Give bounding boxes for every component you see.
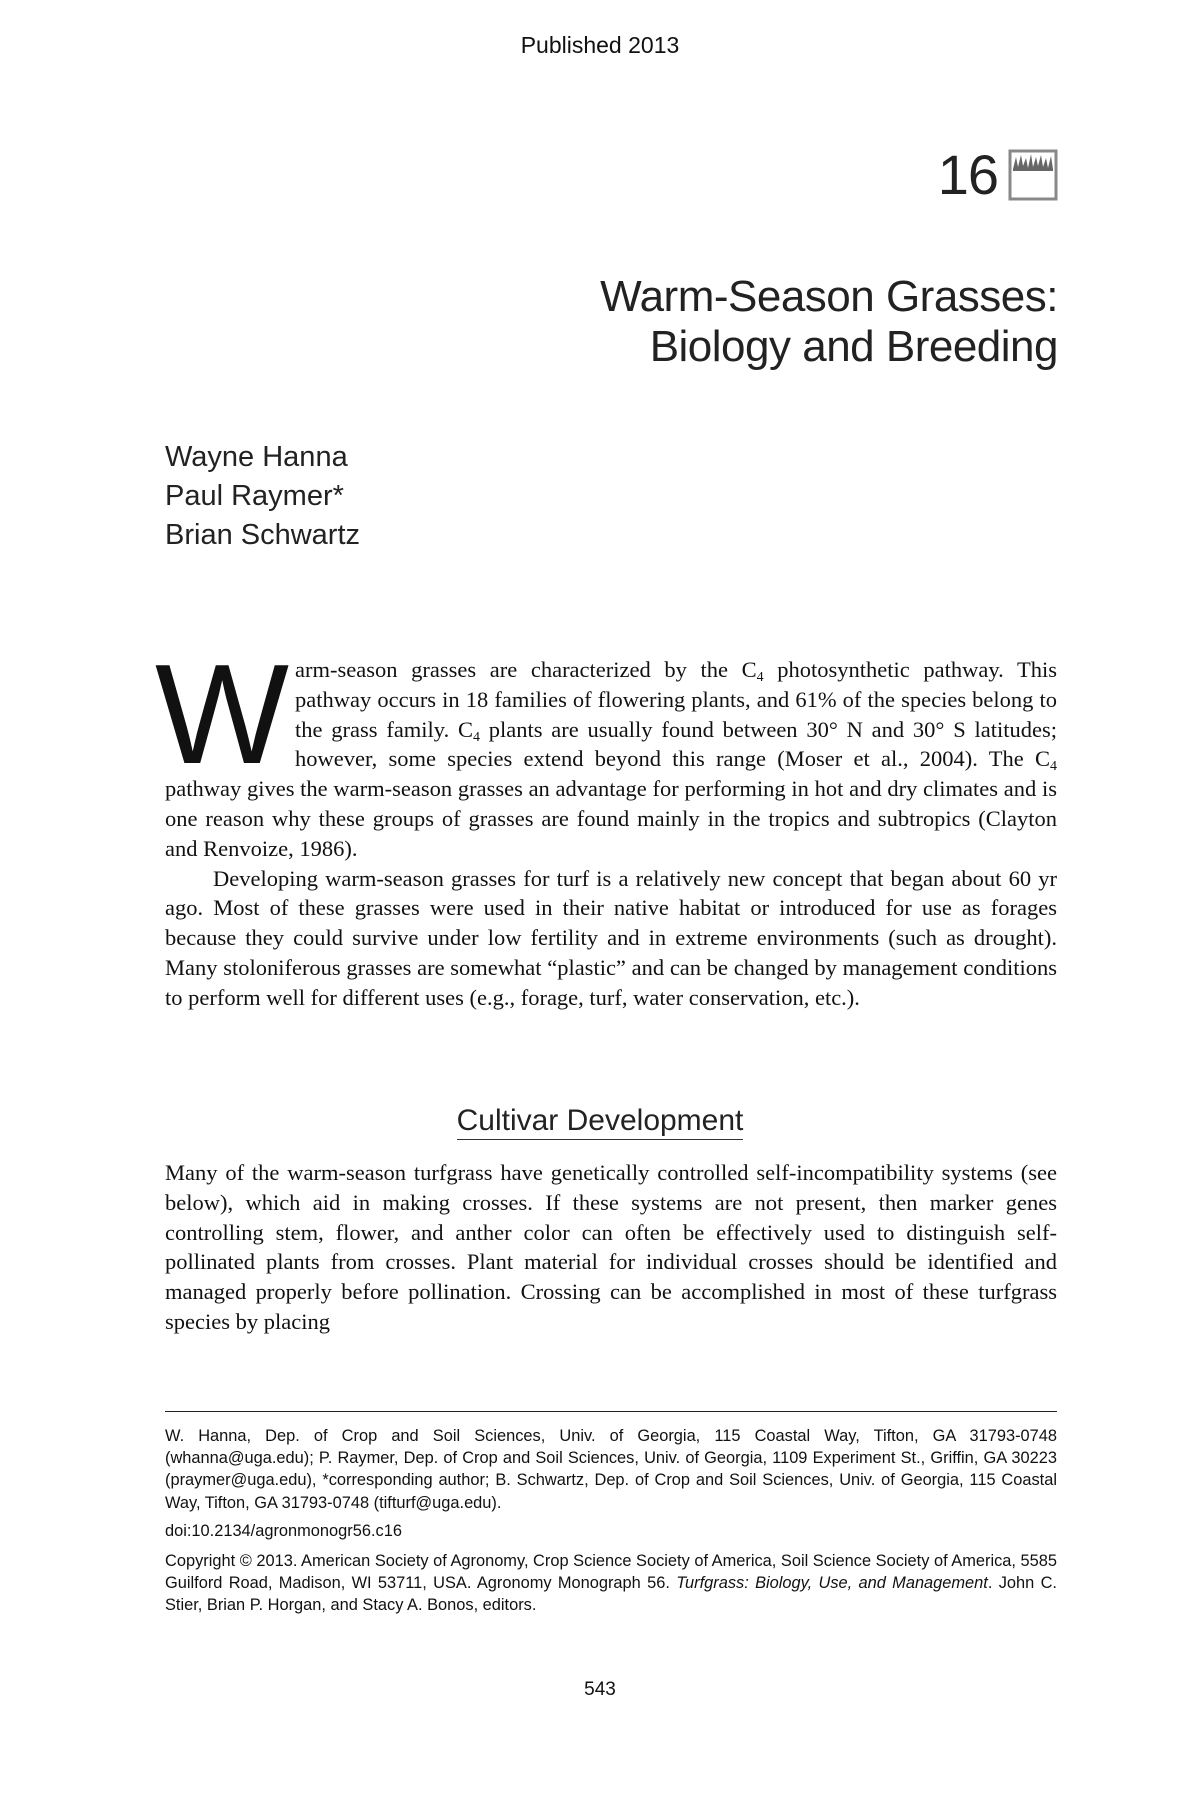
- section-heading: [0, 1104, 1200, 1138]
- chapter-number: 16: [937, 143, 998, 206]
- chapter-marker: [938, 142, 1058, 207]
- title-line-2: Biology and Breeding: [649, 322, 1058, 371]
- chapter-title: [600, 272, 1058, 372]
- section-paragraph: Many of the warm-season turfgrass have genetically controlled self-incompatibility systems (see below), which aid in making crosses. If these systems are not present, then marker genes controlling stem, flower, and anther color can often be effectively used to distinguish self-pollinated plants from crosses. Plant material for individual crosses should be identified and managed properly before pollination. Crossing can be accomplished in most of these turfgrass species by placing: [165, 1160, 1057, 1334]
- copyright: Copyright © 2013. American Society of Agronomy, Crop Science Society of America, Soil Science Society of America, 5585 Guilford Road, Madison, WI 53711, USA. Agronomy Monograph 56. Turfgrass: Biology, Use, and Management. John C. Stier, Brian P. Horgan, and Stacy A. Bonos, editors.: [165, 1552, 1057, 1615]
- intro-paragraph-1: Warm-season grasses are characterized by the $C_4$ photosynthetic pathway. This pathway occurs in 18 families of flowering plants, and 61% of the species belong to the grass family. $C_4$ plants are usually found between 30° N and 30° S latitudes; however, some species extend beyond this range (Moser et al., 2004). The $C_4$ pathway gives the warm-season grasses an advantage for performing in hot and dry climates and is one reason why these groups of grasses are found mainly in the tropics and subtropics (Clayton and Renvoize, 1986).: [155, 635, 1057, 861]
- footnote-divider: [165, 1411, 1057, 1412]
- intro-text: [155, 635, 1057, 1013]
- grass-box-icon: [1008, 149, 1058, 201]
- section-text: [165, 1158, 1057, 1337]
- footnotes: [165, 1425, 1057, 1623]
- book-title: Turfgrass: Biology, Use, and Management: [676, 1574, 988, 1593]
- section-heading-text: Cultivar Development: [457, 1104, 744, 1140]
- intro-paragraph-2: Developing warm-season grasses for turf is a relatively new concept that began about 60 yr ago. Most of these grasses were used in their native habitat or introduced for use as forages because they could survive under low fertility and in extreme environments (such as drought). Many stoloniferous grasses are somewhat “plastic” and can be changed by management conditions to perform well for different uses (e.g., forage, turf, water conservation, etc.).: [165, 865, 1057, 1010]
- author-list: [165, 438, 360, 555]
- title-line-1: Warm-Season Grasses:: [600, 272, 1058, 321]
- author-name: Wayne Hanna: [165, 441, 348, 473]
- drop-cap: W: [155, 635, 284, 794]
- page-number: 543: [584, 1679, 616, 1700]
- doi: doi:10.2134/agronmonogr56.c16: [165, 1521, 402, 1540]
- author-name: Paul Raymer*: [165, 480, 344, 512]
- author-name: Brian Schwartz: [165, 519, 361, 551]
- author-affiliations: W. Hanna, Dep. of Crop and Soil Sciences, Univ. of Georgia, 115 Coastal Way, Tifton, GA 31793-0748 (whanna@uga.edu); P. Raymer, Dep. of Crop and Soil Sciences, Univ. of Georgia, 1109 Experiment St., Griffin, GA 30223 (praymer@uga.edu), *corresponding author; B. Schwartz, Dep. of Crop and Soil Sciences, Univ. of Georgia, 115 Coastal Way, Tifton, GA 31793-0748 (tifturf@uga.edu).: [165, 1427, 1057, 1512]
- published-note: Published 2013: [520, 32, 680, 58]
